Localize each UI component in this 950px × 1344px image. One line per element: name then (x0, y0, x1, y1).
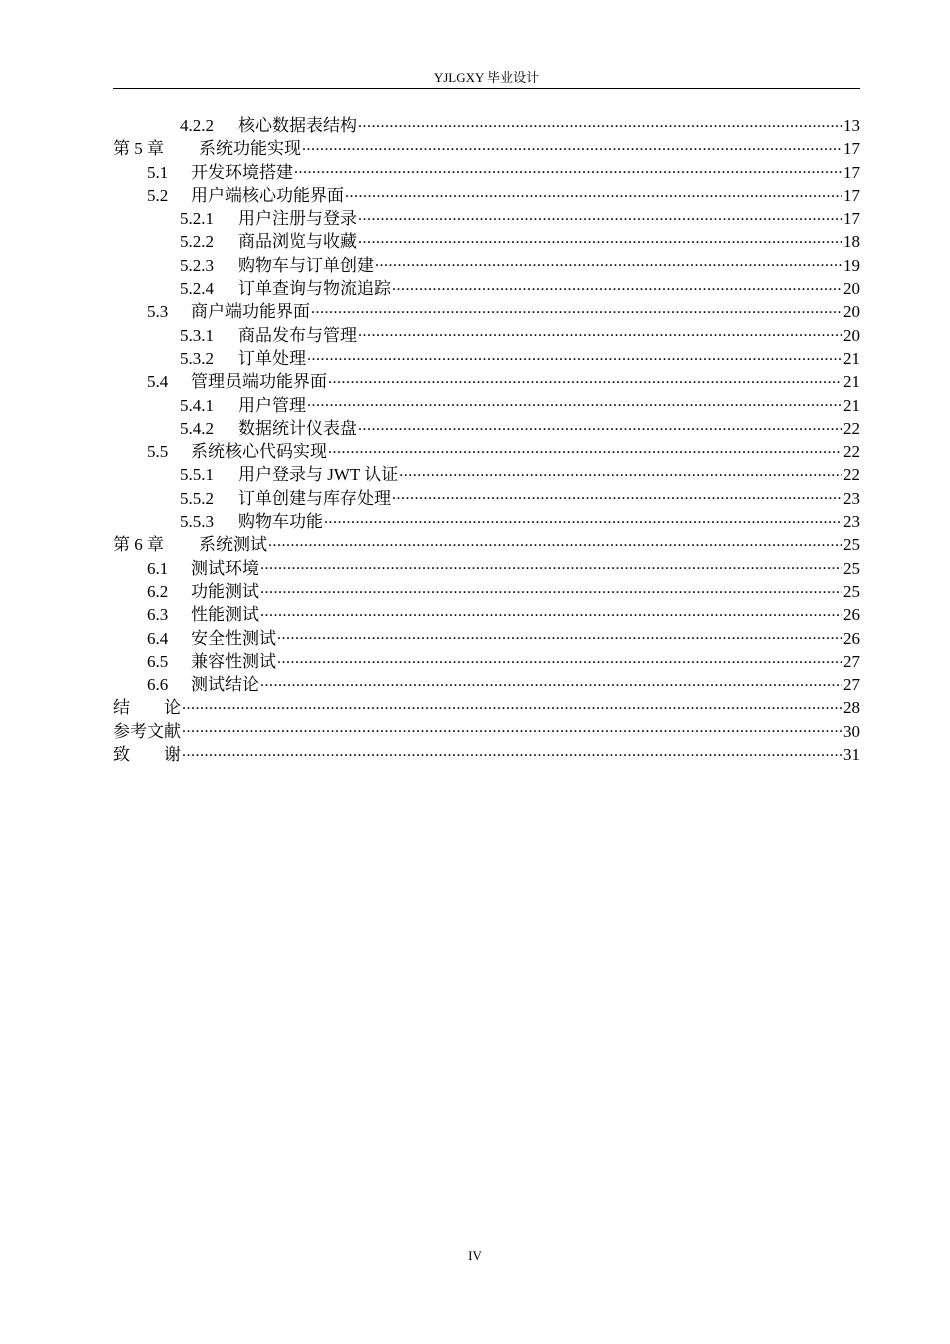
toc-entry-title: 商品发布与管理 (238, 325, 357, 345)
toc-entry-number: 6.5 (147, 651, 169, 671)
toc-dot-leader (358, 417, 842, 434)
toc-entry[interactable] (113, 300, 860, 323)
toc-entry[interactable] (113, 207, 860, 230)
toc-entry-page: 22 (843, 465, 860, 485)
toc-entry[interactable] (113, 370, 860, 393)
toc-entry[interactable] (113, 440, 860, 463)
toc-entry-page: 26 (843, 605, 860, 625)
toc-entry[interactable] (113, 673, 860, 696)
toc-entry-title: 系统核心代码实现 (191, 442, 327, 462)
toc-dot-leader (328, 440, 842, 457)
toc-entry-title: 用户端核心功能界面 (191, 185, 344, 205)
toc-entry[interactable] (113, 463, 860, 486)
toc-dot-leader (182, 743, 842, 760)
toc-entry[interactable] (113, 603, 860, 626)
toc-entry-title: 用户管理 (238, 395, 306, 415)
toc-entry[interactable] (113, 627, 860, 650)
toc-dot-leader (392, 277, 842, 294)
toc-entry-number: 5.5.3 (180, 512, 214, 532)
toc-entry-page: 25 (843, 581, 860, 601)
toc-entry-page: 28 (843, 698, 860, 718)
toc-entry[interactable] (113, 347, 860, 370)
toc-dot-leader (328, 370, 842, 387)
toc-entry-page: 21 (843, 395, 860, 415)
toc-dot-leader (260, 603, 842, 620)
toc-entry-title: 功能测试 (191, 581, 259, 601)
toc-entry[interactable] (113, 254, 860, 277)
toc-entry-number: 第 5 章 (113, 139, 164, 159)
toc-dot-leader (324, 510, 842, 527)
toc-dot-leader (358, 230, 842, 247)
toc-entry-number: 4.2.2 (180, 116, 214, 135)
toc-entry-number: 5.2.2 (180, 232, 214, 252)
toc-entry[interactable] (113, 277, 860, 300)
toc-entry[interactable] (113, 720, 860, 743)
toc-entry-page: 21 (843, 348, 860, 368)
toc-entry-title: 购物车功能 (238, 512, 323, 532)
toc-entry-page: 27 (843, 651, 860, 671)
toc-entry-title: 测试环境 (191, 558, 259, 578)
toc-entry[interactable] (113, 161, 860, 184)
toc-entry-page: 17 (843, 162, 860, 182)
toc-entry[interactable] (113, 487, 860, 510)
toc-entry[interactable] (113, 230, 860, 253)
toc-entry-page: 20 (843, 279, 860, 299)
toc-dot-leader (182, 696, 842, 713)
toc-entry-page: 19 (843, 255, 860, 275)
toc-entry-number: 5.2.4 (180, 279, 214, 299)
toc-entry-title: 致 谢 (113, 745, 181, 765)
toc-entry[interactable] (113, 137, 860, 160)
toc-entry[interactable] (113, 533, 860, 556)
toc-entry-title: 核心数据表结构 (238, 116, 357, 135)
toc-entry-page: 20 (843, 325, 860, 345)
toc-entry[interactable] (113, 743, 860, 766)
toc-entry-title: 系统功能实现 (199, 139, 301, 159)
toc-entry-number: 5.4.1 (180, 395, 214, 415)
toc-entry-page: 18 (843, 232, 860, 252)
toc-entry[interactable] (113, 650, 860, 673)
toc-entry-page: 22 (843, 442, 860, 462)
toc-dot-leader (311, 300, 842, 317)
toc-entry-page: 23 (843, 488, 860, 508)
toc-dot-leader (268, 533, 842, 550)
toc-entry-title: 安全性测试 (191, 628, 276, 648)
toc-entry-number: 5.2.1 (180, 209, 214, 229)
toc-entry-number: 第 6 章 (113, 535, 164, 555)
toc-entry-number: 6.4 (147, 628, 169, 648)
toc-entry-title: 性能测试 (191, 605, 259, 625)
toc-entry-number: 6.1 (147, 558, 169, 578)
toc-dot-leader (294, 161, 842, 178)
toc-dot-leader (375, 254, 842, 271)
toc-dot-leader (358, 207, 842, 224)
toc-entry-title: 商品浏览与收藏 (238, 232, 357, 252)
toc-dot-leader (358, 324, 842, 341)
toc-dot-leader (260, 673, 842, 690)
toc-dot-leader (182, 720, 842, 737)
toc-entry-number: 5.5.2 (180, 488, 214, 508)
toc-entry[interactable] (113, 557, 860, 580)
toc-dot-leader (345, 184, 842, 201)
toc-entry[interactable] (113, 324, 860, 347)
toc-entry-number: 5.4 (147, 372, 169, 392)
toc-entry-page: 25 (843, 535, 860, 555)
page-number: IV (468, 1248, 482, 1263)
toc-dot-leader (358, 114, 842, 131)
toc-entry[interactable] (113, 417, 860, 440)
toc-dot-leader (307, 394, 842, 411)
toc-entry-number: 5.3.1 (180, 325, 214, 345)
toc-entry-title: 兼容性测试 (191, 651, 276, 671)
toc-entry[interactable] (113, 394, 860, 417)
toc-entry-page: 17 (843, 185, 860, 205)
toc-entry-title: 测试结论 (191, 675, 259, 695)
table-of-contents (113, 114, 860, 766)
toc-dot-leader (260, 557, 842, 574)
toc-entry[interactable] (113, 184, 860, 207)
toc-entry-title: 参考文献 (113, 721, 181, 741)
toc-entry-number: 5.2.3 (180, 255, 214, 275)
toc-entry-title: 购物车与订单创建 (238, 255, 374, 275)
toc-entry[interactable] (113, 114, 860, 137)
toc-entry-page: 30 (843, 721, 860, 741)
toc-dot-leader (277, 650, 842, 667)
toc-entry-number: 6.2 (147, 581, 169, 601)
toc-entry-title: 订单查询与物流追踪 (238, 279, 391, 299)
toc-dot-leader (302, 137, 842, 154)
toc-entry-page: 27 (843, 675, 860, 695)
toc-entry-number: 6.6 (147, 675, 169, 695)
toc-entry-page: 25 (843, 558, 860, 578)
toc-entry[interactable] (113, 696, 860, 719)
toc-entry-page: 17 (843, 139, 860, 159)
toc-dot-leader (307, 347, 842, 364)
toc-entry-title: 数据统计仪表盘 (238, 418, 357, 438)
toc-dot-leader (399, 463, 842, 480)
toc-entry-number: 5.2 (147, 185, 169, 205)
toc-entry-number: 5.5.1 (180, 465, 214, 485)
toc-entry-title: 系统测试 (199, 535, 267, 555)
toc-entry-page: 21 (843, 372, 860, 392)
toc-entry-page: 23 (843, 512, 860, 532)
toc-entry-number: 6.3 (147, 605, 169, 625)
page-header: YJLGXY 毕业设计 (113, 68, 860, 89)
toc-entry-page: 17 (843, 209, 860, 229)
toc-entry-page: 26 (843, 628, 860, 648)
toc-dot-leader (260, 580, 842, 597)
toc-entry-number: 5.4.2 (180, 418, 214, 438)
toc-entry-number: 5.5 (147, 442, 169, 462)
toc-entry-title: 用户注册与登录 (238, 209, 357, 229)
toc-entry-title: 开发环境搭建 (191, 162, 293, 182)
toc-dot-leader (392, 487, 842, 504)
toc-entry-title: 商户端功能界面 (191, 302, 310, 322)
toc-entry-title: 订单创建与库存处理 (238, 488, 391, 508)
toc-entry-page: 22 (843, 418, 860, 438)
toc-entry-number: 5.3.2 (180, 348, 214, 368)
toc-entry-title: 用户登录与 JWT 认证 (238, 465, 399, 485)
toc-entry-number: 5.3 (147, 302, 169, 322)
toc-entry-title: 管理员端功能界面 (191, 372, 327, 392)
toc-dot-leader (277, 627, 842, 644)
toc-entry-title: 结 论 (113, 698, 181, 718)
toc-entry-page: 13 (843, 116, 860, 135)
toc-entry[interactable] (113, 580, 860, 603)
toc-entry-number: 5.1 (147, 162, 169, 182)
toc-entry-page: 20 (843, 302, 860, 322)
toc-entry-page: 31 (843, 745, 860, 765)
toc-entry[interactable] (113, 510, 860, 533)
toc-entry-title: 订单处理 (238, 348, 306, 368)
